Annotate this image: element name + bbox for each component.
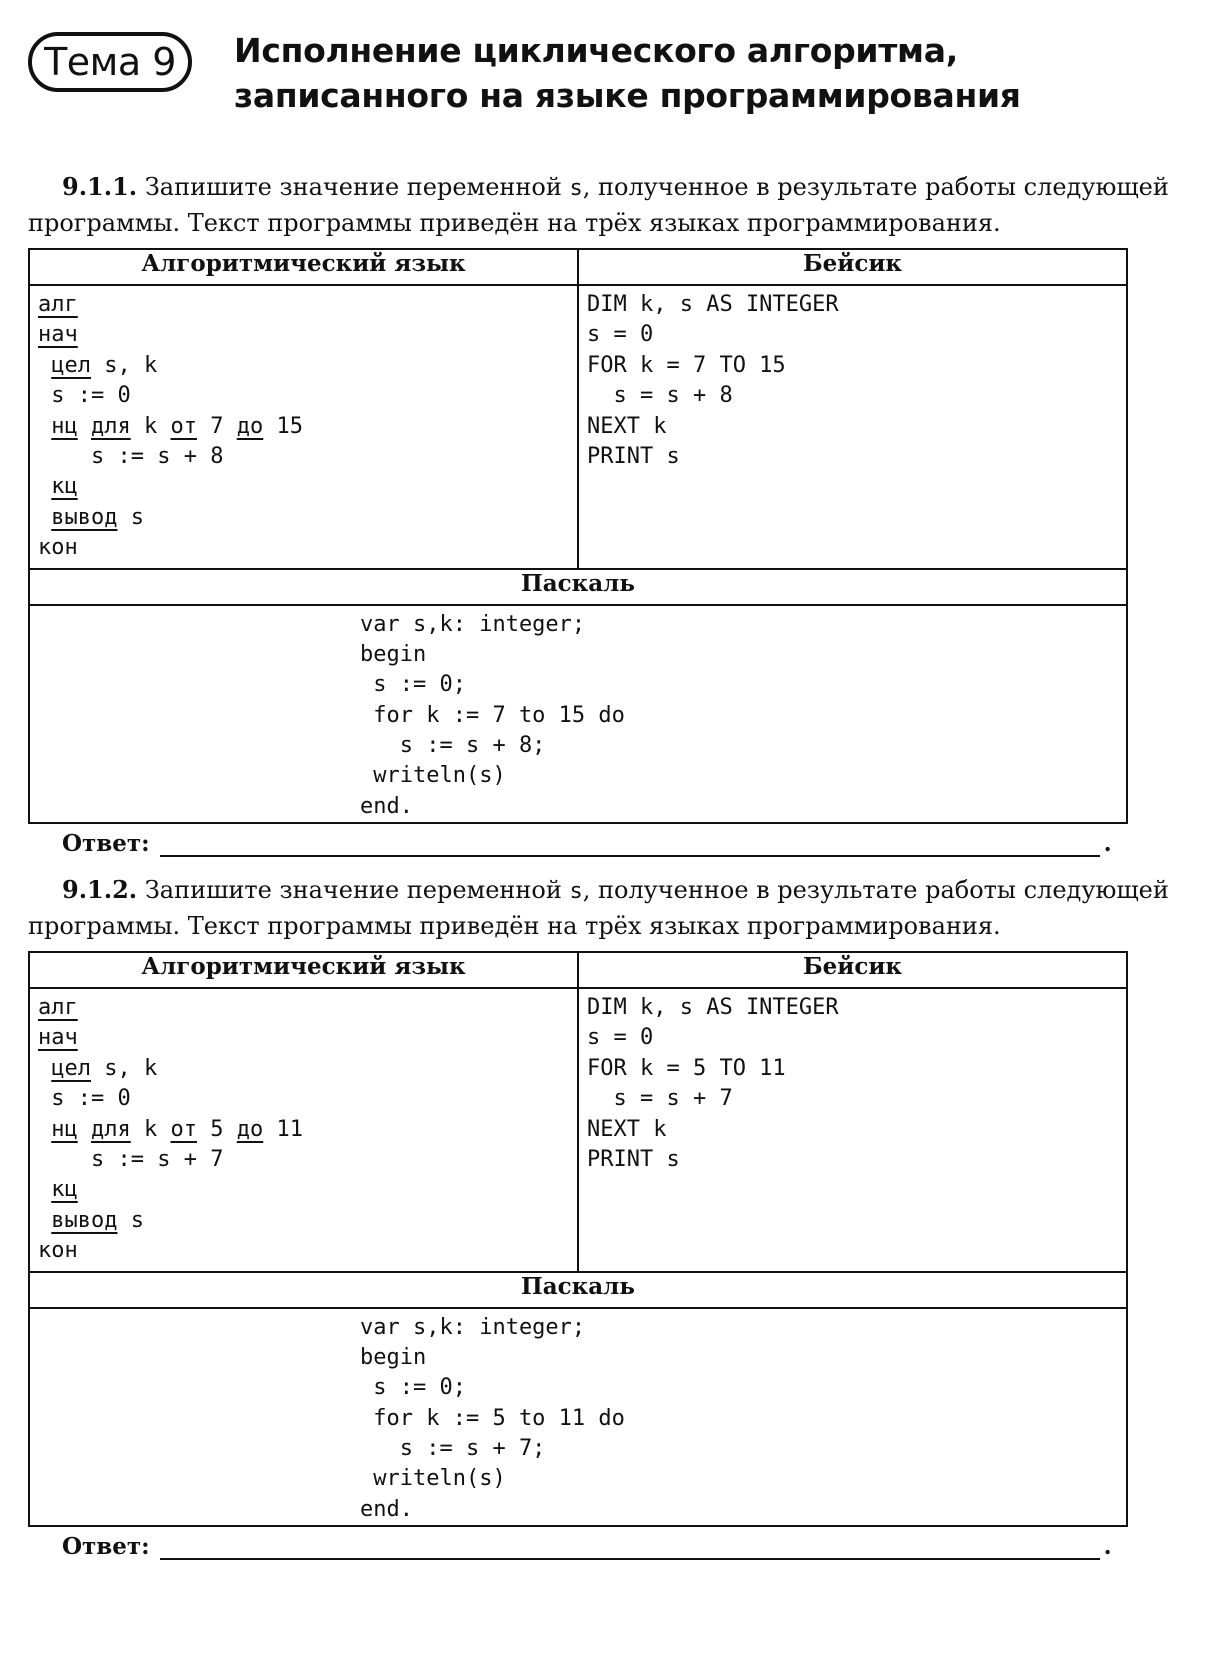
pascal-line: s := s + 7; <box>360 1436 546 1462</box>
algo-line <box>38 1175 569 1205</box>
basic-line: s = 0 <box>587 322 654 348</box>
statement-text-after: , полученное в результате работы следующей программы. Текст программы приведён на трёх языках программирования. <box>28 876 1169 940</box>
pascal-line: writeln(s) <box>360 1466 506 1492</box>
keyword: цел <box>51 352 91 378</box>
keyword: нач <box>38 1025 78 1051</box>
basic-header: Бейсик <box>578 952 1127 988</box>
topic-badge: Тема 9 <box>28 32 192 92</box>
basic-line: DIM k, s AS INTEGER <box>587 292 839 317</box>
algo-line <box>38 290 569 320</box>
algo-line: кон <box>38 1238 78 1264</box>
algo-line: кон <box>38 535 78 561</box>
basic-line: s = s + 7 <box>587 1086 733 1112</box>
algo-line: вывод s <box>51 504 144 530</box>
keyword: нц <box>51 413 78 439</box>
answer-period: . <box>1103 830 1112 858</box>
basic-line: FOR k = 7 TO 15 <box>587 352 786 378</box>
code-table <box>28 951 1128 1527</box>
pascal-line: for k := 5 to 11 do <box>360 1405 625 1431</box>
keyword: от <box>170 413 197 439</box>
pascal-header: Паскаль <box>29 1272 1127 1308</box>
keyword: вывод <box>51 504 118 530</box>
pascal-line: var s,k: integer; <box>360 1314 586 1340</box>
basic-line: PRINT s <box>587 443 680 469</box>
keyword: кц <box>51 1177 78 1203</box>
keyword: нц <box>51 1116 78 1142</box>
statement-text-before: Запишите значение переменной <box>144 876 570 904</box>
keyword: алг <box>38 995 78 1020</box>
title-line-1: Исполнение циклического алгоритма, <box>234 31 958 70</box>
keyword: нач <box>38 322 78 348</box>
pascal-line: writeln(s) <box>360 763 506 789</box>
pascal-line: s := s + 8; <box>360 733 546 759</box>
keyword: до <box>236 1116 264 1142</box>
answer-row <box>28 830 1188 857</box>
pascal-line: begin <box>360 1344 427 1370</box>
title-line-2: записанного на языке программирования <box>234 76 1021 115</box>
pascal-line: end. <box>360 793 413 819</box>
keyword: вывод <box>51 1207 118 1233</box>
algo-line <box>38 1023 569 1053</box>
algo-line: s := s + 8 <box>90 443 224 469</box>
task-number: 9.1.2. <box>62 875 138 904</box>
algo-line: цел s, k <box>51 352 158 378</box>
algo-code <box>29 988 578 1272</box>
algo-line: s := s + 7 <box>90 1146 224 1172</box>
basic-line: s = s + 8 <box>587 383 733 409</box>
basic-line: NEXT k <box>587 1116 667 1142</box>
algo-line: цел s, k <box>51 1055 158 1081</box>
basic-line: FOR k = 5 TO 11 <box>587 1055 786 1081</box>
pascal-header: Паскаль <box>29 569 1127 605</box>
algo-line: s := 0 <box>51 1086 131 1112</box>
algo-header: Алгоритмический язык <box>29 249 578 285</box>
page-header <box>28 28 1188 118</box>
algo-line <box>38 320 569 350</box>
statement-text-before: Запишите значение переменной <box>144 173 570 201</box>
basic-code <box>578 285 1127 569</box>
keyword: алг <box>38 292 78 317</box>
algo-line: s := 0 <box>51 383 131 409</box>
answer-row <box>28 1533 1188 1560</box>
variable-name: s <box>569 879 583 904</box>
basic-line: NEXT k <box>587 413 667 439</box>
keyword: для <box>91 1116 131 1142</box>
basic-line: s = 0 <box>587 1025 654 1051</box>
pascal-line: end. <box>360 1496 413 1522</box>
algo-line: нц для k от 7 до 15 <box>51 413 303 439</box>
pascal-line: begin <box>360 641 427 667</box>
keyword: кц <box>51 474 78 500</box>
pascal-line: s := 0; <box>360 672 466 698</box>
pascal-line: s := 0; <box>360 1375 466 1401</box>
keyword: цел <box>51 1055 91 1081</box>
basic-line: PRINT s <box>587 1146 680 1172</box>
pascal-code <box>29 605 1127 824</box>
algo-line: нц для k от 5 до 11 <box>51 1116 303 1142</box>
answer-label: Ответ: <box>62 830 150 858</box>
pascal-line: for k := 7 to 15 do <box>360 702 625 728</box>
basic-line: DIM k, s AS INTEGER <box>587 995 839 1020</box>
variable-name: s <box>569 176 583 201</box>
algo-code <box>29 285 578 569</box>
pascal-line: var s,k: integer; <box>360 611 586 637</box>
algo-line <box>38 472 569 502</box>
task-statement <box>28 873 1188 943</box>
algo-line <box>38 993 569 1023</box>
algo-line: вывод s <box>51 1207 144 1233</box>
keyword: для <box>91 413 131 439</box>
task-9-1-1 <box>28 170 1188 857</box>
answer-period: . <box>1103 1533 1112 1561</box>
task-9-1-2 <box>28 873 1188 1560</box>
task-statement <box>28 170 1188 240</box>
page-title <box>234 28 1021 118</box>
task-number: 9.1.1. <box>62 172 138 201</box>
basic-header: Бейсик <box>578 249 1127 285</box>
code-table <box>28 248 1128 824</box>
answer-label: Ответ: <box>62 1533 150 1561</box>
basic-code <box>578 988 1127 1272</box>
statement-text-after: , полученное в результате работы следующей программы. Текст программы приведён на трёх языках программирования. <box>28 173 1169 237</box>
answer-field[interactable] <box>160 1538 1100 1560</box>
answer-field[interactable] <box>160 835 1100 857</box>
algo-header: Алгоритмический язык <box>29 952 578 988</box>
keyword: до <box>236 413 264 439</box>
pascal-code <box>29 1308 1127 1527</box>
keyword: от <box>170 1116 197 1142</box>
